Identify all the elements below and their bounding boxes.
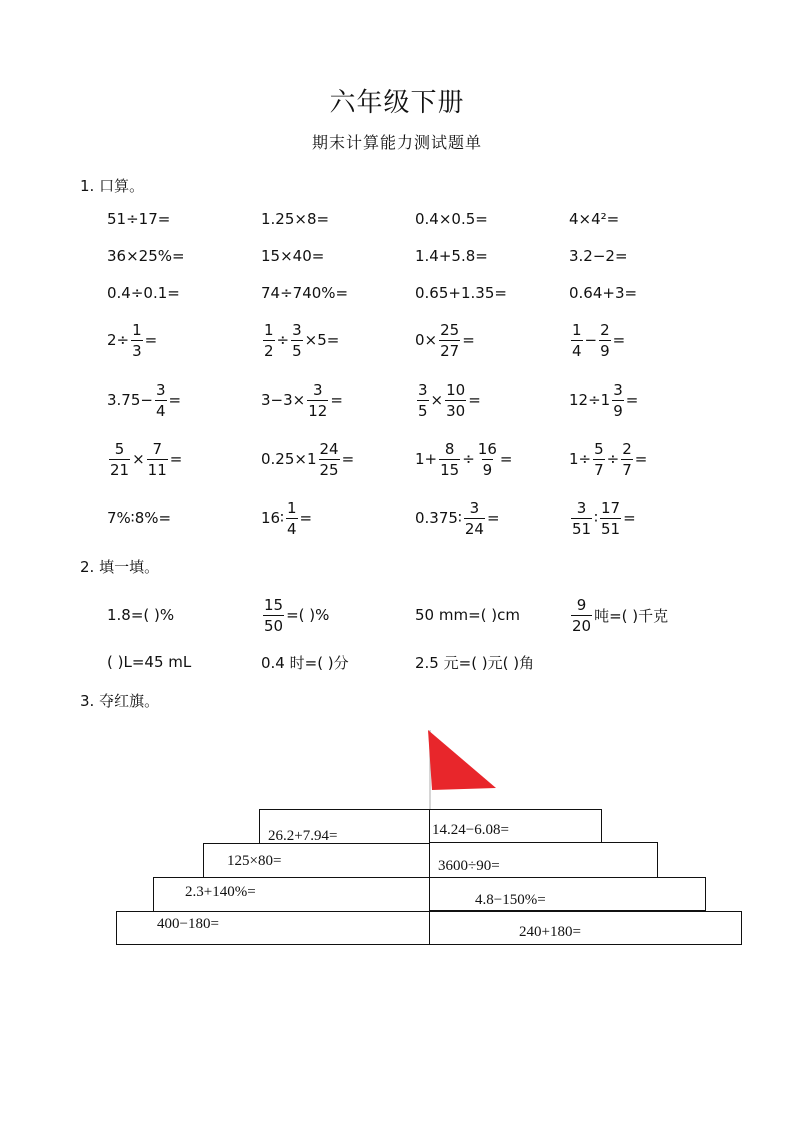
brick-4-right: [429, 911, 742, 945]
oral-r1c4: 4×4²=: [569, 210, 620, 228]
denominator: 12: [308, 401, 328, 420]
expr-text: =: [169, 450, 183, 468]
brick-3-left-text: 2.3+140%=: [185, 884, 256, 900]
brick-2-left-text: 125×80=: [227, 853, 282, 869]
expr-text: =: [144, 331, 158, 349]
numerator: 16: [477, 439, 497, 458]
fill-r1c3: 50 mm=( )cm: [415, 606, 520, 624]
fraction: [131, 320, 143, 361]
numerator: 1: [572, 320, 582, 339]
oral-r1c3: 0.4×0.5=: [415, 210, 488, 228]
oral-r4c4: [569, 315, 625, 365]
fraction: [593, 439, 605, 480]
numerator: 5: [594, 439, 604, 458]
fraction: [319, 439, 340, 480]
numerator: 8: [444, 439, 455, 458]
oral-r2c2: 15×40=: [261, 247, 325, 265]
denominator: 27: [440, 341, 460, 360]
numerator: 1: [287, 498, 297, 517]
fraction: [263, 320, 275, 361]
expr-text: 3−3×: [261, 391, 306, 409]
oral-r3c2: 74÷740%=: [261, 284, 349, 302]
numerator: 3: [313, 380, 323, 399]
oral-r3c1: 0.4÷0.1=: [107, 284, 180, 302]
numerator: 25: [440, 320, 460, 339]
denominator: 24: [464, 519, 484, 538]
numerator: 2: [622, 439, 632, 458]
oral-r6c1: [107, 434, 182, 484]
denominator: 51: [572, 519, 592, 538]
numerator: 7: [152, 439, 162, 458]
fraction: [612, 380, 624, 421]
denominator: 51: [601, 519, 621, 538]
numerator: 3: [418, 380, 428, 399]
brick-1-left-text: 26.2+7.94=: [268, 828, 338, 844]
page-subtitle: 期末计算能力测试题单: [311, 133, 482, 152]
numerator: 3: [155, 380, 166, 399]
denominator: 4: [572, 341, 582, 360]
oral-r3c4: 0.64+3=: [569, 284, 638, 302]
oral-r4c3: [415, 315, 475, 365]
fraction: [439, 439, 460, 480]
oral-r4c1: [107, 315, 157, 365]
brick-1-right-text: 14.24−6.08=: [432, 822, 509, 838]
denominator: 3: [132, 341, 142, 360]
expr-text: =: [341, 450, 355, 468]
flag-cloth: [428, 730, 496, 790]
numerator: 10: [446, 380, 466, 399]
numerator: 1: [264, 320, 274, 339]
denominator: 50: [264, 616, 284, 635]
numerator: 24: [319, 439, 339, 458]
fill-r1c1: 1.8=( )%: [107, 606, 175, 624]
expr-text: =: [462, 331, 475, 349]
expr-text: =: [634, 450, 648, 468]
fraction: [307, 380, 328, 421]
fraction: [263, 595, 284, 636]
oral-r7c4: [569, 493, 636, 543]
numerator: 2: [600, 320, 610, 339]
expr-text: 0.25×1: [261, 450, 317, 468]
expr-text: =: [612, 331, 626, 349]
denominator: 4: [287, 519, 297, 538]
brick-4-right-text: 240+180=: [519, 924, 581, 940]
oral-r1c1: 51÷17=: [107, 210, 171, 228]
fraction: [621, 439, 633, 480]
oral-r5c1: [107, 375, 181, 425]
section-1-heading: 1. 口算。: [80, 177, 145, 195]
numerator: 3: [576, 498, 587, 517]
oral-r2c4: 3.2−2=: [569, 247, 628, 265]
expr-text: =: [499, 450, 513, 468]
fraction: [109, 439, 130, 480]
fill-r2c3: 2.5 元=( )元( )角: [415, 653, 535, 672]
fraction: [600, 498, 621, 539]
fill-r2c1: ( )L=45 mL: [107, 653, 192, 671]
denominator: 9: [613, 401, 623, 420]
red-flag-icon: [420, 728, 500, 812]
expr-text: =: [468, 391, 481, 409]
expr-text: =: [486, 509, 500, 527]
fraction: [571, 498, 592, 539]
numerator: 5: [114, 439, 125, 458]
section-2-heading: 2. 填一填。: [80, 558, 160, 576]
operator: ÷: [462, 450, 475, 468]
expr-text: 0.375∶: [415, 509, 462, 527]
oral-r2c3: 1.4+5.8=: [415, 247, 488, 265]
numerator: 3: [469, 498, 480, 517]
operator: ×: [132, 450, 145, 468]
denominator: 7: [594, 460, 604, 479]
oral-r6c4: [569, 434, 647, 484]
expr-text: 吨=( )千克: [594, 606, 669, 625]
operator: −: [584, 331, 598, 349]
fill-r1c2: [261, 590, 329, 640]
numerator: 1: [132, 320, 142, 339]
brick-3-right-text: 4.8−150%=: [475, 892, 546, 908]
fraction: [439, 320, 460, 361]
brick-4-left-text: 400−180=: [157, 916, 219, 932]
page-title: 六年级下册: [329, 88, 465, 118]
denominator: 4: [155, 401, 166, 420]
expr-text: 12÷1: [569, 391, 611, 409]
denominator: 11: [147, 460, 167, 479]
expr-text: =: [168, 391, 182, 409]
fraction: [286, 498, 298, 539]
expr-text: 0×: [415, 331, 438, 349]
operator: ∶: [594, 509, 598, 527]
expr-text: 1+: [415, 450, 438, 468]
numerator: 15: [264, 595, 284, 614]
oral-r4c2: [261, 315, 339, 365]
oral-r5c3: [415, 375, 481, 425]
denominator: 20: [572, 616, 592, 635]
oral-r3c3: 0.65+1.35=: [415, 284, 507, 302]
denominator: 9: [600, 341, 610, 360]
fraction: [464, 498, 485, 539]
oral-r1c2: 1.25×8=: [261, 210, 330, 228]
fraction: [155, 380, 167, 421]
fraction: [571, 595, 592, 636]
oral-r6c2: [261, 434, 354, 484]
denominator: 9: [482, 460, 493, 479]
fraction: [571, 320, 583, 361]
denominator: 7: [622, 460, 632, 479]
brick-3-right: [429, 877, 706, 911]
operator: ÷: [606, 450, 620, 468]
expr-text: =: [299, 509, 313, 527]
numerator: 9: [576, 595, 587, 614]
denominator: 5: [418, 401, 428, 420]
expr-text: 3.75−: [107, 391, 153, 409]
fill-r2c2: 0.4 时=( )分: [261, 653, 349, 672]
numerator: 17: [601, 498, 621, 517]
denominator: 15: [440, 460, 460, 479]
expr-text: 16∶: [261, 509, 284, 527]
fraction: [291, 320, 303, 361]
expr-text: 1÷: [569, 450, 592, 468]
denominator: 30: [446, 401, 466, 420]
brick-2-right-text: 3600÷90=: [438, 858, 500, 874]
denominator: 25: [319, 460, 339, 479]
fraction: [417, 380, 429, 421]
operator: ×: [430, 391, 444, 409]
fraction: [147, 439, 168, 480]
expr-text: =: [625, 391, 639, 409]
oral-r5c4: [569, 375, 638, 425]
denominator: 2: [264, 341, 274, 360]
expr-text: =: [623, 509, 636, 527]
expr-text: =( )%: [286, 606, 330, 624]
oral-r7c3: [415, 493, 500, 543]
oral-r2c1: 36×25%=: [107, 247, 185, 265]
fill-r1c4: [569, 590, 668, 640]
fraction: [445, 380, 466, 421]
oral-r7c1: 7%∶8%=: [107, 509, 172, 527]
expr-text: =: [330, 391, 343, 409]
fraction: [599, 320, 611, 361]
numerator: 3: [292, 320, 302, 339]
operator: ÷: [276, 331, 290, 349]
oral-r6c3: [415, 434, 512, 484]
denominator: 5: [292, 341, 302, 360]
section-3-heading: 3. 夺红旗。: [80, 692, 160, 710]
oral-r7c2: [261, 493, 312, 543]
oral-r5c2: [261, 375, 343, 425]
expr-text: 2÷: [107, 331, 130, 349]
denominator: 21: [110, 460, 130, 479]
numerator: 3: [613, 380, 623, 399]
fraction: [477, 439, 498, 480]
expr-text: ×5=: [304, 331, 340, 349]
